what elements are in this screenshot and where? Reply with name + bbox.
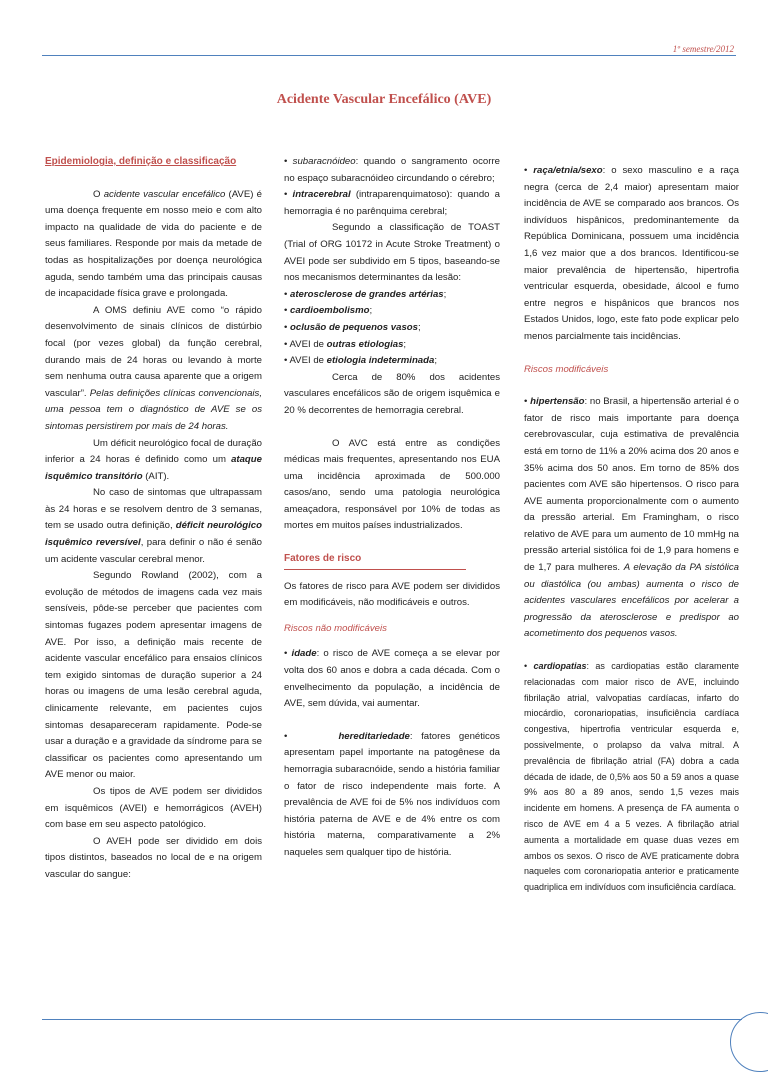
toast-item: • AVEI de etiologia indeterminada;	[284, 355, 438, 367]
bullet-item: • idade: o risco de AVE começa a se elevar por volta dos 60 anos e dobra a cada década. Com o envelhecimento da população, a incidência de AVE, sem dúvida, vai aumentar.	[284, 648, 500, 710]
bullet-item: • intracerebral (intraparenquimatoso): quando a hemorragia é no parênquima cerebral;	[284, 189, 500, 217]
paragraph: O AVEH pode ser dividido em dois tipos distintos, baseados no local de e na origem vascular do sangue:	[45, 835, 262, 880]
bullet-item: • subaracnóideo: quando o sangramento ocorre no espaço subaracnóideo circundando o cérebro;	[284, 156, 500, 184]
footer-rule	[42, 1019, 742, 1020]
paragraph: Os fatores de risco para AVE podem ser divididos em modificáveis, não modificáveis e outros.	[284, 580, 500, 609]
column-1	[45, 154, 262, 884]
toast-item: • aterosclerose de grandes artérias;	[284, 288, 447, 300]
paragraph: Cerca de 80% dos acidentes vasculares encefálicos são de origem isquêmica e 20 % decorrentes de hemorragia cerebral.	[284, 371, 500, 416]
document-title: Acidente Vascular Encefálico (AVE)	[276, 92, 492, 107]
paragraph: Segundo a classificação de TOAST (Trial of ORG 10172 in Acute Stroke Treatment) o AVEI pode ser subdivido em 5 tipos, baseando-se nos mecanismos determinantes da lesão:	[284, 222, 500, 284]
paragraph: Os tipos de AVE podem ser divididos em isquêmicos (AVEI) e hemorrágicos (AVEH) com base em seu aspecto patológico.	[45, 785, 262, 831]
section-heading-fatores: Fatores de risco	[284, 551, 466, 570]
paragraph: No caso de sintomas que ultrapassam às 24 horas e se resolvem dentro de 3 semanas, tem se usado outra definição, déficit neurológico isquêmico reversível, para definir o não é senão um acidente vascular cerebral menor.	[45, 487, 262, 565]
column-3	[524, 154, 739, 896]
paragraph: O AVC está entre as condições médicas mais frequentes, apresentando nos EUA uma incidência aproximada de 500.000 casos/ano, sendo uma patologia neurológica ameaçadora, responsável por 10% de todas as mortes em muitos países industrializados.	[284, 437, 500, 532]
bullet-item: • hereditariedade: fatores genéticos apresentam papel importante na patogênese da hemorragia subaracnóide, sendo a história familiar o fator de risco independente mais forte. A prevalência de AVE foi de 5% nos indivíduos com história paterna de AVE e de 4% entre os com história materna, comparativamente a 2% naqueles sem qualquer tipo de história.	[284, 730, 500, 858]
bullet-item: • hipertensão: no Brasil, a hipertensão arterial é o fator de risco mais importante para doença cerebrovascular, cuja estimativa de prevalência está em torno de 11% a 20% acima dos 20 anos e 35% acima dos 50 anos. Em torno de 85% dos pacientes com AVE são hipertensos. O risco para AVE aumenta proporcionalmente com o aumento da pressão arterial. Em Framingham, o risco relativo de AVE para um aumento de 10 mmHg na pressão arterial sistólica foi de 1,9 para homens e de 1,7 para mulheres. A elevação da PA sistólica ou diastólica (ou ambas) aumenta o risco de acidentes vasculares encefálicos por acelerar a progressão da aterosclerose e predispor ao acometimento dos pequenos vasos.	[524, 396, 739, 640]
paragraph: Segundo Rowland (2002), com a evolução de métodos de imagens cada vez mais sensíveis, pôde-se perceber que pacientes com sintomas fugazes podem apresentar imagens de AVE. Por isso, a definição mais recente de acidente vascular encefálico para ensaios clínicos tem exigido sintomas de duração superior a 24 horas ou imagens de uma lesão cerebral aguda, clinicamente relevante, em pacientes cujos sintomas desapareceram rapidamente. Pode-se usar a duração e a gravidade da síndrome para se classificar os pacientes como apresentando um AVE menor ou maior.	[45, 570, 262, 781]
section-heading-epidemiologia: Epidemiologia, definição e classificação	[45, 156, 237, 167]
section-heading-nao-modificaveis: Riscos não modificáveis	[284, 622, 387, 634]
bullet-item: • raça/etnia/sexo: o sexo masculino e a raça negra (cerca de 2,4 maior) apresentam maior incidência de AVE se comparado aos brancos. Os indivíduos hispânicos, predominantemente da República Dominicana, possuem uma incidência 1,6 vez maior que a dos brancos. Identificou-se maior prevalência de hipertensão, hipertrofia ventricular esquerda, obesidade, álcool e fumo entre negros e hispânicos que brancos nos Estados Unidos, logo, este fato pode explicar pelo menos parcialmente tais incidências.	[524, 165, 739, 342]
header-semester: 1º semestre/2012	[672, 44, 734, 54]
bullet-item: • cardiopatias: as cardiopatias estão claramente relacionadas com maior risco de AVE, incluindo fibrilação atrial, valvopatias cardíacas, infarto do miocárdio, coronariopatias, insuficiência cardíaca congestiva, hipertrofia ventricular esquerda e, possivelmente, o prolapso da valva mitral. A prevalência de fibrilação atrial (FA) dobra a cada década de idade, de 0,5% aos 50 a 59 anos a quase 9% aos 80 a 89 anos, sendo 1,5 vezes mais incidente em homens. A presença de FA aumenta o risco de AVE em 4 a 5 vezes. A fibrilação atrial aumenta a mortalidade em quase duas vezes em ambos os sexos. O risco de AVE praticamente dobra naqueles com coronariopatia anterior e praticamente quadriplica em indivíduos com insuficiência cardíaca.	[524, 661, 739, 893]
paragraph: A OMS definiu AVE como “o rápido desenvolvimento de sinais clínicos de distúrbio focal (por vezes global) da função cerebral, durando mais de 24 horas ou levando à morte sem nenhuma outra causa aparente que a origem vascular”. Pelas definições clínicas convencionais, uma pessoa tem o diagnóstico de AVE se os sintomas persistirem por mais de 24 horas.	[45, 304, 263, 432]
toast-item: • oclusão de pequenos vasos;	[284, 321, 421, 333]
section-heading-modificaveis: Riscos modificáveis	[524, 363, 609, 375]
toast-item: • AVEI de outras etiologias;	[284, 338, 407, 350]
paragraph: Um déficit neurológico focal de duração inferior a 24 horas é definido como um ataque isquêmico transitório (AIT).	[45, 437, 262, 482]
paragraph: O acidente vascular encefálico (AVE) é uma doença frequente em nosso meio e com alto impacto na qualidade de vida do paciente e de seus familiares. Responde por mais da metade de todas as hospitalizações por doença neurológica aguda, sendo também uma das principais causas de incapacidade física grave e prolongada.	[45, 188, 262, 300]
column-2	[284, 154, 500, 862]
footer-decoration	[730, 1012, 768, 1072]
header-rule	[42, 55, 736, 56]
toast-item: • cardioembolismo;	[284, 305, 373, 317]
